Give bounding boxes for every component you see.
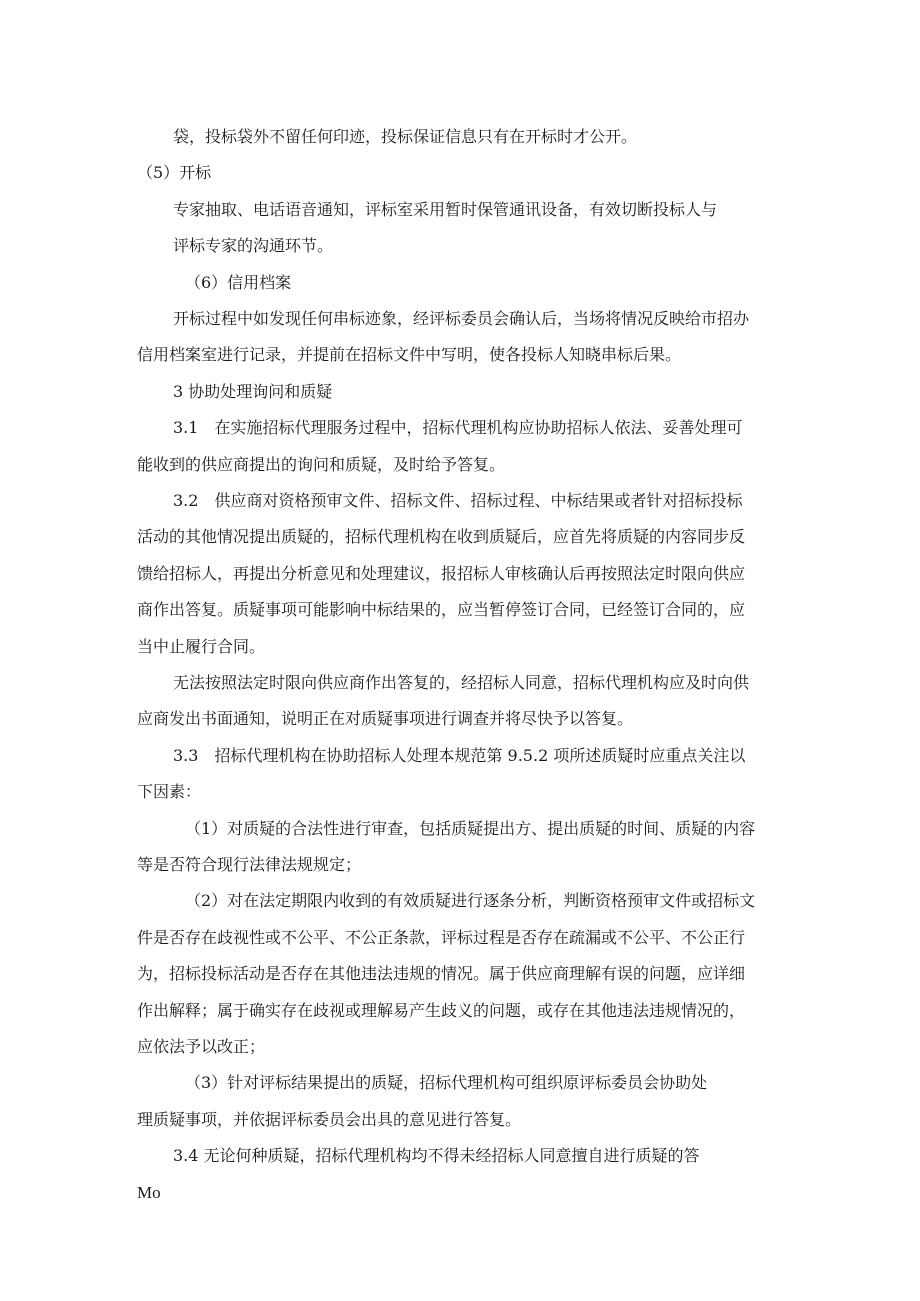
- text-line: 商作出答复。质疑事项可能影响中标结果的，应当暂停签订合同，已经签订合同的，应: [137, 600, 746, 619]
- text-line: 3.3 招标代理机构在协助招标人处理本规范第 9.5.2 项所述质疑时应重点关注以: [173, 746, 746, 765]
- text-line: （1）对质疑的合法性进行审查，包括质疑提出方、提出质疑的时间、质疑的内容: [185, 819, 756, 838]
- text-line: 评标专家的沟通环节。: [173, 236, 334, 255]
- text-line: （3）针对评标结果提出的质疑，招标代理机构可组织原评标委员会协助处: [185, 1073, 708, 1092]
- text-line: 应商发出书面通知，说明正在对质疑事项进行调查并将尽快予以答复。: [137, 709, 634, 728]
- text-line: 等是否符合现行法律法规规定；: [137, 855, 362, 874]
- footer-text: Mo: [137, 1183, 161, 1202]
- text-line: 为，招标投标活动是否存在其他违法违规的情况。属于供应商理解有误的问题，应详细: [137, 964, 746, 983]
- text-line: 无法按照法定时限向供应商作出答复的，经招标人同意，招标代理机构应及时向供: [173, 673, 750, 692]
- text-line: 活动的其他情况提出质疑的，招标代理机构在收到质疑后，应首先将质疑的内容同步反: [137, 527, 746, 546]
- text-line: （5）开标: [137, 163, 212, 182]
- text-line: 3.2 供应商对资格预审文件、招标文件、招标过程、中标结果或者针对招标投标: [173, 491, 743, 510]
- text-line: 开标过程中如发现任何串标迹象，经评标委员会确认后，当场将情况反映给市招办: [173, 309, 750, 328]
- text-line: 3 协助处理询问和质疑: [173, 382, 333, 401]
- text-line: 3.1 在实施招标代理服务过程中，招标代理机构应协助招标人依法、妥善处理可: [173, 418, 743, 437]
- text-line: 3.4 无论何种质疑，招标代理机构均不得未经招标人同意擅自进行质疑的答: [173, 1146, 700, 1165]
- text-line: 件是否存在歧视性或不公平、不公正条款，评标过程是否存在疏漏或不公平、不公正行: [137, 928, 746, 947]
- text-line: 作出解释；属于确实存在歧视或理解易产生歧义的问题，或存在其他违法违规情况的，: [137, 1001, 746, 1020]
- text-line: 理质疑事项，并依据评标委员会出具的意见进行答复。: [137, 1110, 522, 1129]
- text-line: 信用档案室进行记录，并提前在招标文件中写明，使各投标人知晓串标后果。: [137, 345, 682, 364]
- text-line: 当中止履行合同。: [137, 637, 266, 656]
- text-line: 馈给招标人，再提出分析意见和处理建议，报招标人审核确认后再按照法定时限向供应: [137, 564, 746, 583]
- text-line: （2）对在法定期限内收到的有效质疑进行逐条分析，判断资格预审文件或招标文: [185, 891, 756, 910]
- text-line: 能收到的供应商提出的询问和质疑，及时给予答复。: [137, 455, 506, 474]
- text-line: （6）信用档案: [185, 273, 292, 292]
- text-line: 下因素：: [137, 782, 202, 801]
- text-line: 袋，投标袋外不留任何印迹，投标保证信息只有在开标时才公开。: [173, 127, 638, 146]
- text-line: 专家抽取、电话语音通知，评标室采用暂时保管通讯设备，有效切断投标人与: [173, 200, 718, 219]
- text-line: 应依法予以改正；: [137, 1037, 266, 1056]
